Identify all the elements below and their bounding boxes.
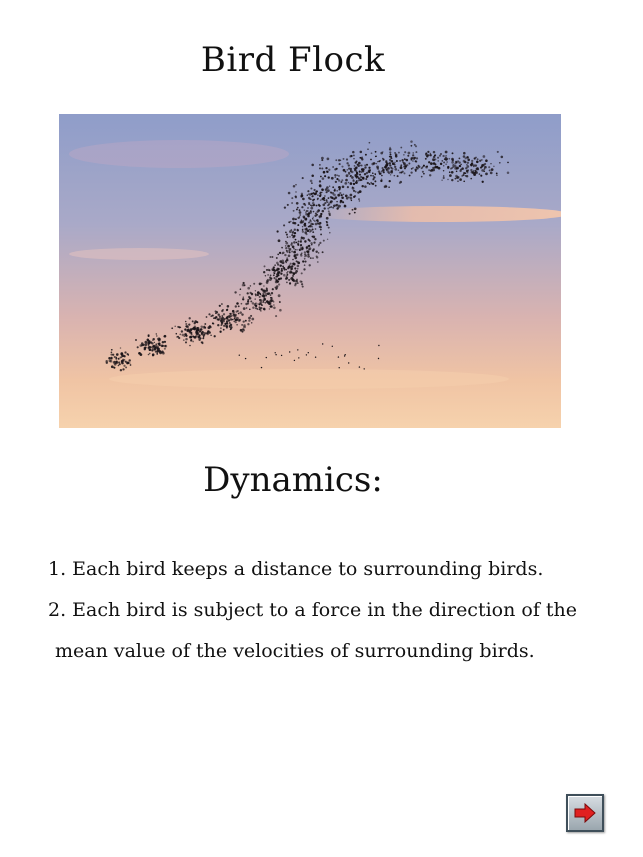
next-page-button[interactable] [566, 794, 604, 832]
rule-2-continued: mean value of the velocities of surrounding birds. [55, 640, 535, 662]
rule-2: 2. Each bird is subject to a force in the direction of the [48, 599, 578, 621]
bird-flock-photo [59, 114, 561, 428]
arrow-right-icon [573, 803, 597, 823]
rules-list [48, 549, 608, 672]
rule-1: 1. Each bird keeps a distance to surrounding birds. [48, 558, 544, 580]
page-title: Bird Flock [200, 40, 386, 80]
section-heading: Dynamics: [203, 460, 383, 500]
